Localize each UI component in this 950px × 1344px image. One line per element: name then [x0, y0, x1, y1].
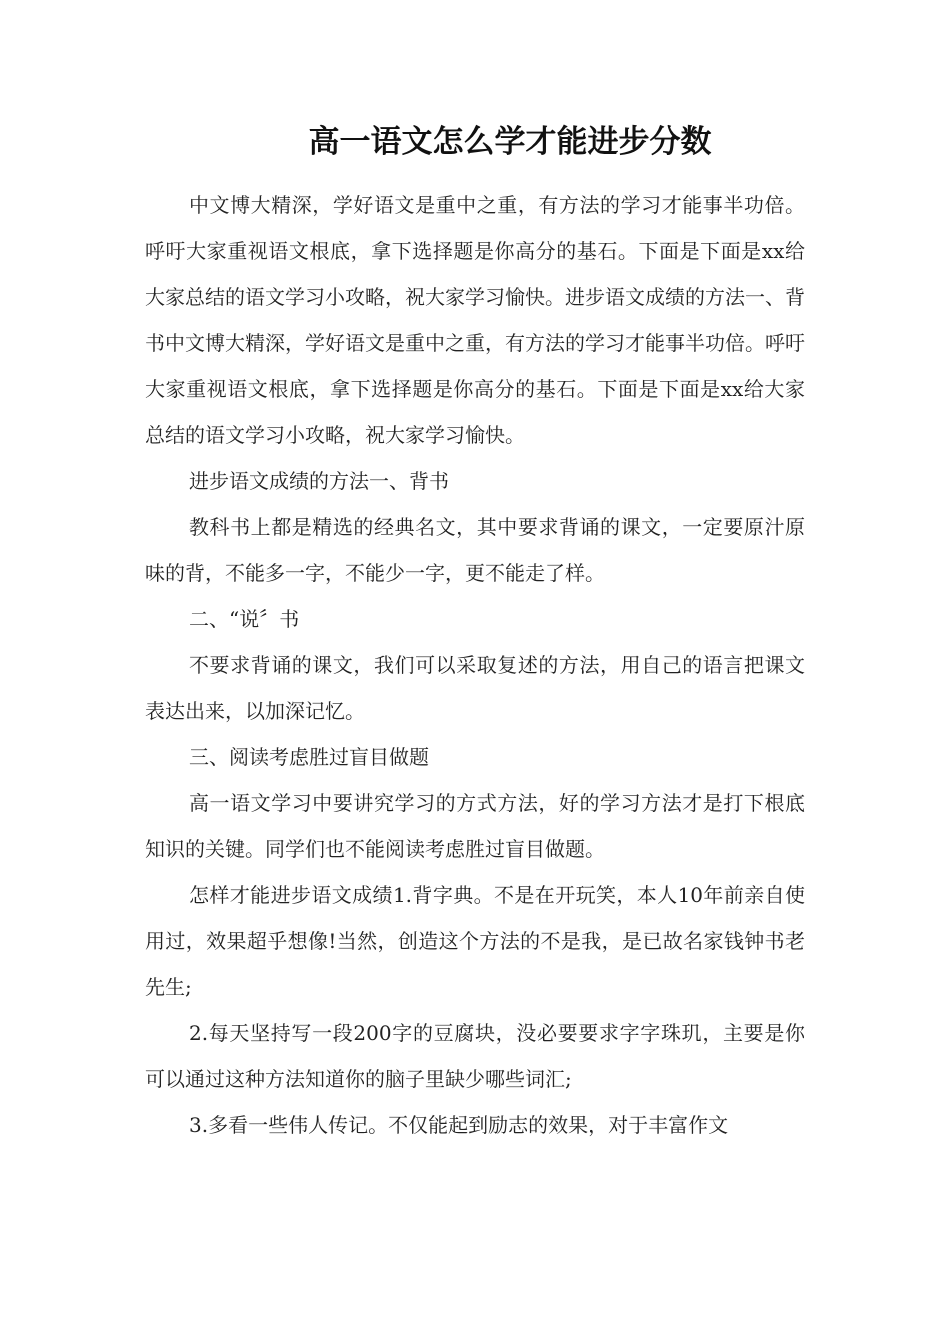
retelling-paragraph: 不要求背诵的课文，我们可以采取复述的方法，用自己的语言把课文表达出来，以加深记忆。: [145, 653, 805, 723]
intro-paragraph: 中文博大精深，学好语文是重中之重，有方法的学习才能事半功倍。呼吁大家重视语文根底，拿下选择题是你高分的基石。下面是下面是xx给大家总结的语文学习小攻略，祝大家学习愉快。进步语文成绩的方法一、背书中文博大精深，学好语文是重中之重，有方法的学习才能事半功倍。呼吁大家重视语文根底，拿下选择题是你高分的基石。下面是下面是xx给大家总结的语文学习小攻略，祝大家学习愉快。: [145, 193, 805, 447]
section-heading-reciting: 进步语文成绩的方法一、背书: [189, 469, 449, 493]
section-heading-retelling: 二、“说〞书: [189, 607, 300, 631]
reciting-paragraph: 教科书上都是精选的经典名文，其中要求背诵的课文，一定要原汁原味的背，不能多一字，不能少一字，更不能走了样。: [145, 515, 805, 585]
reading-paragraph: 高一语文学习中要讲究学习的方式方法，好的学习方法才是打下根底知识的关键。同学们也不能阅读考虑胜过盲目做题。: [145, 791, 805, 861]
section-heading-reading: 三、阅读考虑胜过盲目做题: [189, 745, 429, 769]
tip-3-paragraph: 3.多看一些伟人传记。不仅能起到励志的效果，对于丰富作文: [189, 1113, 729, 1137]
document-body: [145, 182, 805, 1148]
tip-2-paragraph: 2.每天坚持写一段200字的豆腐块，没必要要求字字珠玑，主要是你可以通过这种方法知道你的脑子里缺少哪些词汇;: [145, 1021, 805, 1091]
document-title: 高一语文怎么学才能进步分数: [308, 124, 712, 160]
tip-1-paragraph: 怎样才能进步语文成绩1.背字典。不是在开玩笑，本人10年前亲自使用过，效果超乎想像!当然，创造这个方法的不是我，是已故名家钱钟书老先生;: [145, 883, 805, 999]
